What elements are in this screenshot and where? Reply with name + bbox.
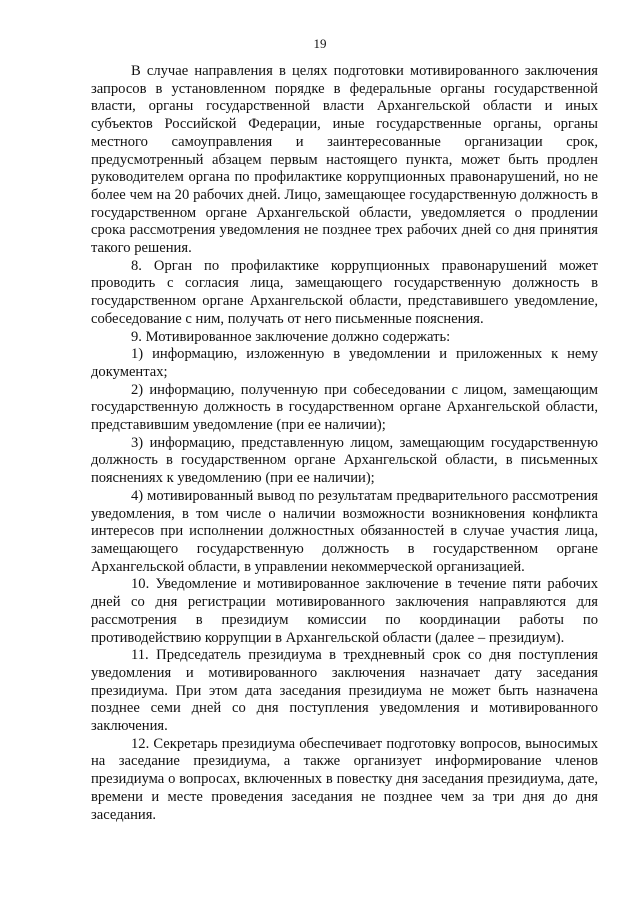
- paragraph-item-11: 11. Председатель президиума в трехдневный срок со дня поступления уведомления и мотивированного заключения назначает дату заседания президиума. При этом дата заседания президиума не может быть назначена позднее семи дней со дня поступления уведомления и мотивированного заключения.: [91, 647, 598, 735]
- document-body: [91, 63, 598, 824]
- paragraph-item-10: 10. Уведомление и мотивированное заключение в течение пяти рабочих дней со дня регистрации мотивированного заключения направляются для рассмотрения в президиум комиссии по координации работы по противодействию коррупции в Архангельской области (далее – президиум).: [91, 576, 598, 646]
- paragraph-subitem-3: 3) информацию, представленную лицом, замещающим государственную должность в государственном органе Архангельской области, в письменных пояснениях к уведомлению (при ее наличии);: [91, 434, 598, 487]
- paragraph-subitem-2: 2) информацию, полученную при собеседовании с лицом, замещающим государственную должность в государственном органе Архангельской области, представившим уведомление (при ее наличии);: [91, 381, 598, 434]
- paragraph-subitem-4: 4) мотивированный вывод по результатам предварительного рассмотрения уведомления, в том числе о наличии возможности возникновения конфликта интересов при исполнении должностных обязанностей в случае участия лица, замещающего государственную должность в государственном органе Архангельской области, в управлении некоммерческой организацией.: [91, 487, 598, 575]
- paragraph-extension-of-term: В случае направления в целях подготовки мотивированного заключения запросов в установленном порядке в федеральные органы государственной власти, органы государственной власти Архангельской области и иных субъектов Российской Федерации, иные государственные органы, органы местного самоуправления и заинтересованные организации срок, предусмотренный абзацем первым настоящего пункта, может быть продлен руководителем органа по профилактике коррупционных правонарушений, но не более чем на 20 рабочих дней. Лицо, замещающее государственную должность в государственном органе Архангельской области, уведомляется о продлении срока рассмотрения уведомления не позднее трех рабочих дней со дня принятия такого решения.: [91, 63, 598, 257]
- page-number: 19: [313, 36, 327, 51]
- paragraph-item-12: 12. Секретарь президиума обеспечивает подготовку вопросов, выносимых на заседание президиума, а также организует информирование членов президиума о вопросах, включенных в повестку дня заседания президиума, дате, времени и месте проведения заседания не позднее чем за три дня до дня заседания.: [91, 735, 598, 823]
- paragraph-subitem-1: 1) информацию, изложенную в уведомлении и приложенных к нему документах;: [91, 346, 598, 380]
- paragraph-item-8: 8. Орган по профилактике коррупционных правонарушений может проводить с согласия лица, замещающего государственную должность в государственном органе Архангельской области, представившего уведомление, собеседование с ним, получать от него письменные пояснения.: [91, 257, 598, 327]
- paragraph-item-9: 9. Мотивированное заключение должно содержать:: [131, 328, 451, 345]
